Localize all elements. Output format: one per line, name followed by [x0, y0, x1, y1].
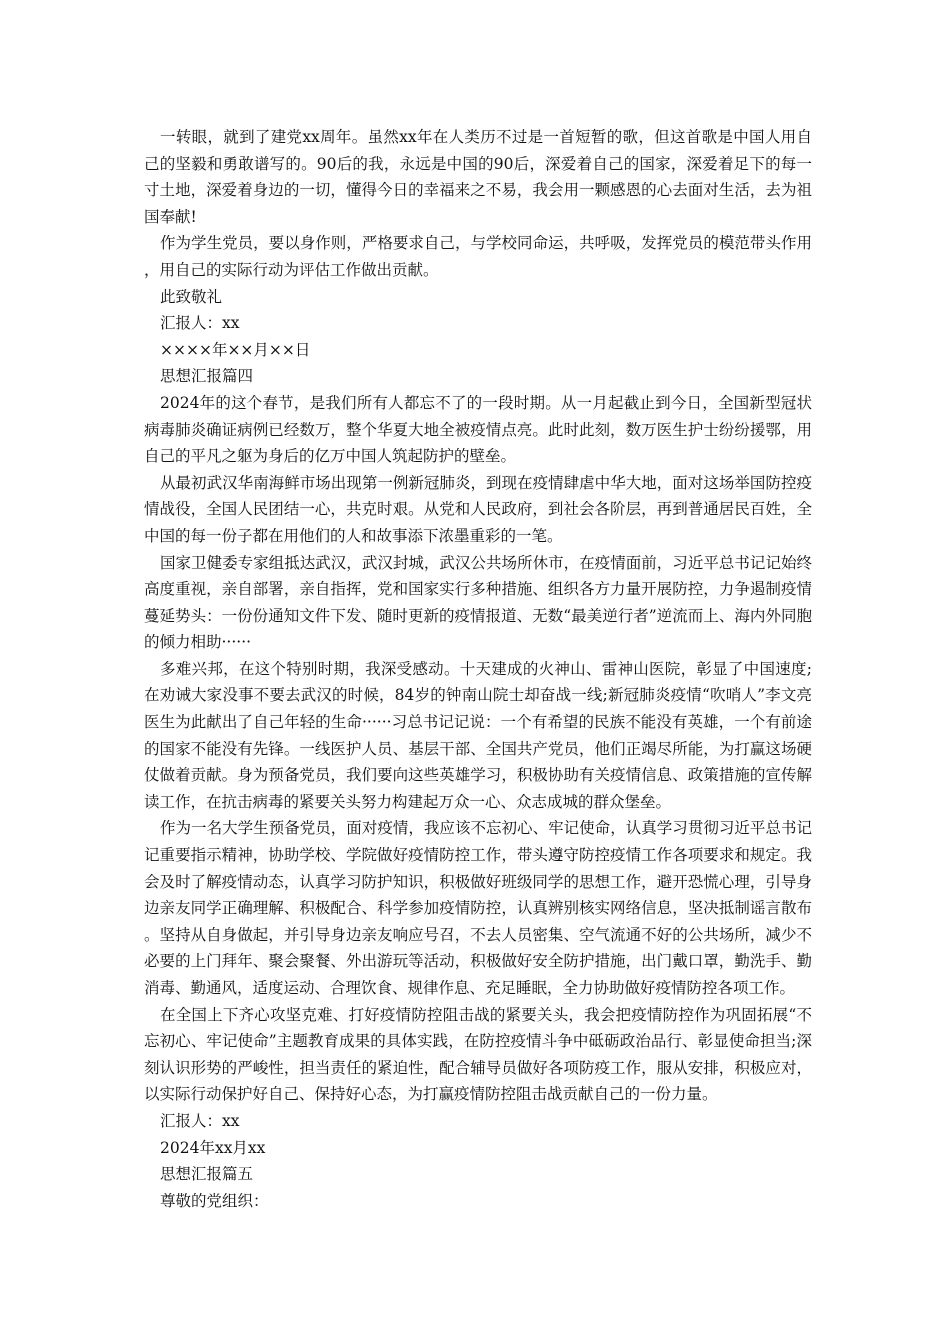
reporter-line: 汇报人：xx: [160, 314, 240, 333]
date-line-2: 2024年xx月xx: [160, 1138, 266, 1157]
paragraph-wuhan-outbreak: 从最初武汉华南海鲜市场出现第一例新冠肺炎，到现在疫情肆虐中华大地，面对这场举国防控疫情战役，全国人民团结一心，共克时艰。从党和人民政府，到社会各阶层，再到普通居民百姓，全中国的每一份子都在用他们的人和故事添下浓墨重彩的一笔。: [144, 473, 812, 545]
document-body: [144, 124, 812, 1214]
section-heading-four: 思想汇报篇四: [160, 367, 254, 386]
paragraph-national-response: 国家卫健委专家组抵达武汉，武汉封城，武汉公共场所休市，在疫情面前，习近平总书记记始终高度重视，亲自部署，亲自指挥，党和国家实行多种措施、组织各方力量开展防控，力争遏制疫情蔓延势头：一份份通知文件下发、随时更新的疫情报道、无数“最美逆行者”逆流而上、海内外同胞的倾力相助······: [144, 553, 812, 652]
paragraph-spring-festival: 2024年的这个春节，是我们所有人都忘不了的一段时期。从一月起截止到今日，全国新型冠状病毒肺炎确证病例已经数万，整个华夏大地全被疫情点亮。此时此刻，数万医生护士纷纷援鄂，用自己的平凡之躯为身后的亿万中国人筑起防护的壁垒。: [144, 393, 812, 466]
closing-salutation: 此致敬礼: [160, 287, 223, 306]
section-heading-five: 思想汇报篇五: [160, 1165, 254, 1184]
paragraph-student-member: 作为学生党员，要以身作则，严格要求自己，与学校同命运，共呼吸，发挥党员的模范带头作用，用自己的实际行动为评估工作做出贡献。: [144, 234, 812, 279]
salutation: 尊敬的党组织：: [160, 1191, 269, 1210]
paragraph-commitment: 在全国上下齐心攻坚克难、打好疫情防控阻击战的紧要关头，我会把疫情防控作为巩固拓展“不忘初心、牢记使命”主题教育成果的具体实践，在防控疫情斗争中砥砺政治品行、彰显使命担当;深刻认识形势的严峻性，担当责任的紧迫性，配合辅导员做好各项防疫工作，服从安排，积极应对，以实际行动保护好自己、保持好心态，为打赢疫情防控阻击战贡献自己的一份力量。: [144, 1005, 812, 1104]
reporter-line-2: 汇报人：xx: [160, 1111, 240, 1130]
paragraph-student-duties: 作为一名大学生预备党员，面对疫情，我应该不忘初心、牢记使命，认真学习贯彻习近平总书记记重要指示精神，协助学校、学院做好疫情防控工作，带头遵守防控疫情工作各项要求和规定。我会及时了解疫情动态，认真学习防护知识，积极做好班级同学的思想工作，避开恐慌心理，引导身边亲友同学正确理解、积极配合、科学参加疫情防控，认真辨别核实网络信息，坚决抵制谣言散布。坚持从自身做起，并引导身边亲友响应号召，不去人员密集、空气流通不好的公共场所，减少不必要的上门拜年、聚会聚餐、外出游玩等活动，积极做好安全防护措施，出门戴口罩，勤洗手、勤消毒、勤通风，适度运动、合理饮食、规律作息、充足睡眠，全力协助做好疫情防控各项工作。: [144, 819, 812, 997]
date-line: ××××年××月××日: [160, 340, 311, 359]
paragraph-heroes: 多难兴邦，在这个特别时期，我深受感动。十天建成的火神山、雷神山医院，彰显了中国速度;在劝诫大家没事不要去武汉的时候，84岁的钟南山院士却奋战一线;新冠肺炎疫情“吹哨人”李文亮医生为此献出了自己年轻的生命······习总书记记说：一个有希望的民族不能没有英雄，一个有前途的国家不能没有先锋。一线医护人员、基层干部、全国共产党员，他们正竭尽所能，为打赢这场硬仗做着贡献。身为预备党员，我们要向这些英雄学习，积极协助有关疫情信息、政策措施的宣传解读工作，在抗击病毒的紧要关头努力构建起万众一心、众志成城的群众堡垒。: [144, 659, 812, 811]
paragraph-anniversary: 一转眼，就到了建党xx周年。虽然xx年在人类历不过是一首短暂的歌，但这首歌是中国人用自己的坚毅和勇敢谱写的。90后的我，永远是中国的90后，深爱着自己的国家，深爱着足下的每一寸土地，深爱着身边的一切，懂得今日的幸福来之不易，我会用一颗感恩的心去面对生活，去为祖国奉献!: [144, 128, 813, 226]
